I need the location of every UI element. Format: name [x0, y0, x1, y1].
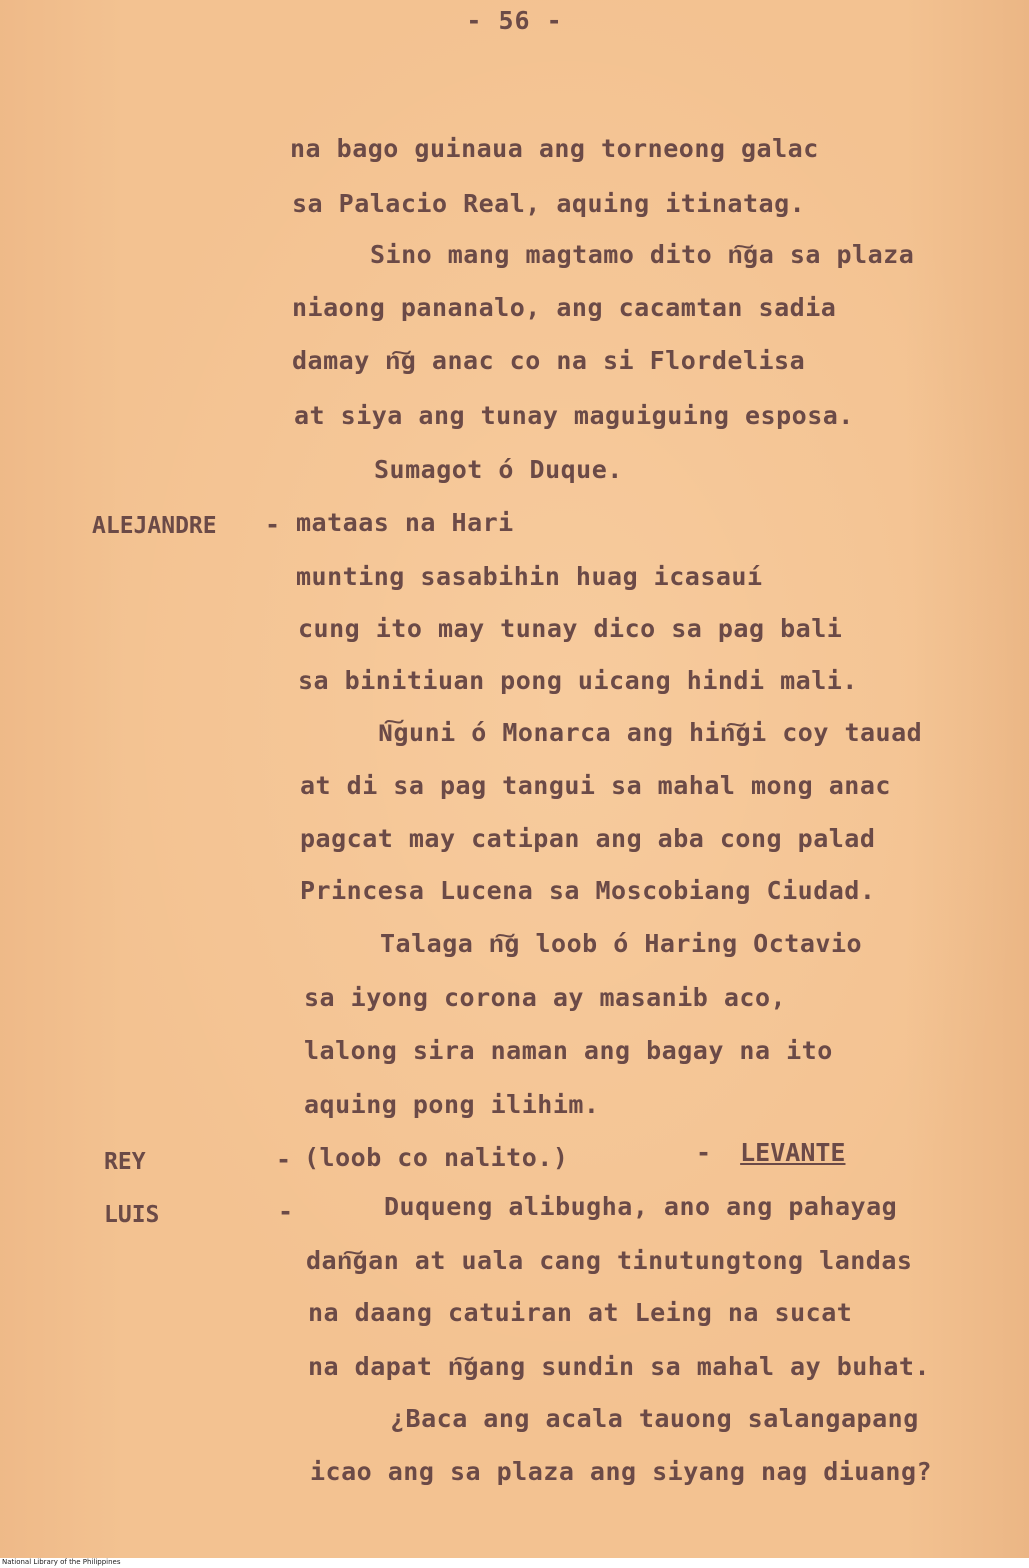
verse-line: mataas na Hari	[296, 508, 514, 537]
verse-line: Duqueng alibugha, ano ang pahayag	[384, 1192, 898, 1221]
verse-line: sa binitiuan pong uicang hindi mali.	[298, 666, 858, 695]
speaker-label: LUIS	[104, 1202, 160, 1228]
speaker-dash: -	[278, 1197, 294, 1226]
verse-line: cung ito may tunay dico sa pag bali	[298, 614, 843, 643]
verse-line: sa Palacio Real, aquing itinatag.	[292, 189, 806, 218]
verse-line: at siya ang tunay maguiguing esposa.	[294, 401, 854, 430]
verse-line: na bago guinaua ang torneong galac	[290, 134, 819, 163]
page-number: - 56 -	[466, 6, 563, 35]
verse-line: at di sa pag tangui sa mahal mong anac	[300, 771, 891, 800]
verse-line: ¿Baca ang acala tauong salangapang	[390, 1404, 919, 1433]
verse-line: N͠guni ó Monarca ang hin͠gi coy tauad	[378, 718, 923, 747]
verse-line: Princesa Lucena sa Moscobiang Ciudad.	[300, 876, 876, 905]
speaker-dash: -	[265, 510, 281, 539]
speaker-dash: -	[276, 1145, 292, 1174]
stage-word: LEVANTE	[740, 1138, 846, 1167]
verse-line: Talaga n͠g loob ó Haring Octavio	[380, 929, 863, 958]
verse-line: Sumagot ó Duque.	[374, 455, 623, 484]
verse-line: lalong sira naman ang bagay na ito	[304, 1036, 833, 1065]
verse-line: na daang catuiran at Leing na sucat	[308, 1298, 853, 1327]
verse-line: sa iyong corona ay masanib aco,	[304, 983, 787, 1012]
verse-line: pagcat may catipan ang aba cong palad	[300, 824, 876, 853]
verse-line: (loob co nalito.)	[304, 1143, 569, 1172]
archive-credit: National Library of the Philippines	[2, 1558, 121, 1566]
verse-line: icao ang sa plaza ang siyang nag diuang?	[310, 1457, 933, 1486]
verse-line: munting sasabihin huag icasauí	[296, 562, 763, 591]
verse-line: dan͠gan at uala cang tinutungtong landas	[306, 1246, 913, 1275]
verse-line: aquing pong ilihim.	[304, 1090, 600, 1119]
speaker-label: REY	[104, 1149, 146, 1175]
verse-line: Sino mang magtamo dito n͠ga sa plaza	[370, 240, 915, 269]
stage-direction	[696, 1138, 845, 1167]
speaker-label: ALEJANDRE	[92, 513, 217, 539]
verse-line: niaong pananalo, ang cacamtan sadia	[292, 293, 837, 322]
stage-dash: -	[696, 1138, 712, 1167]
verse-line: na dapat n͠gang sundin sa mahal ay buhat.	[308, 1352, 931, 1381]
verse-line: damay n͠g anac co na si Flordelisa	[292, 346, 806, 375]
